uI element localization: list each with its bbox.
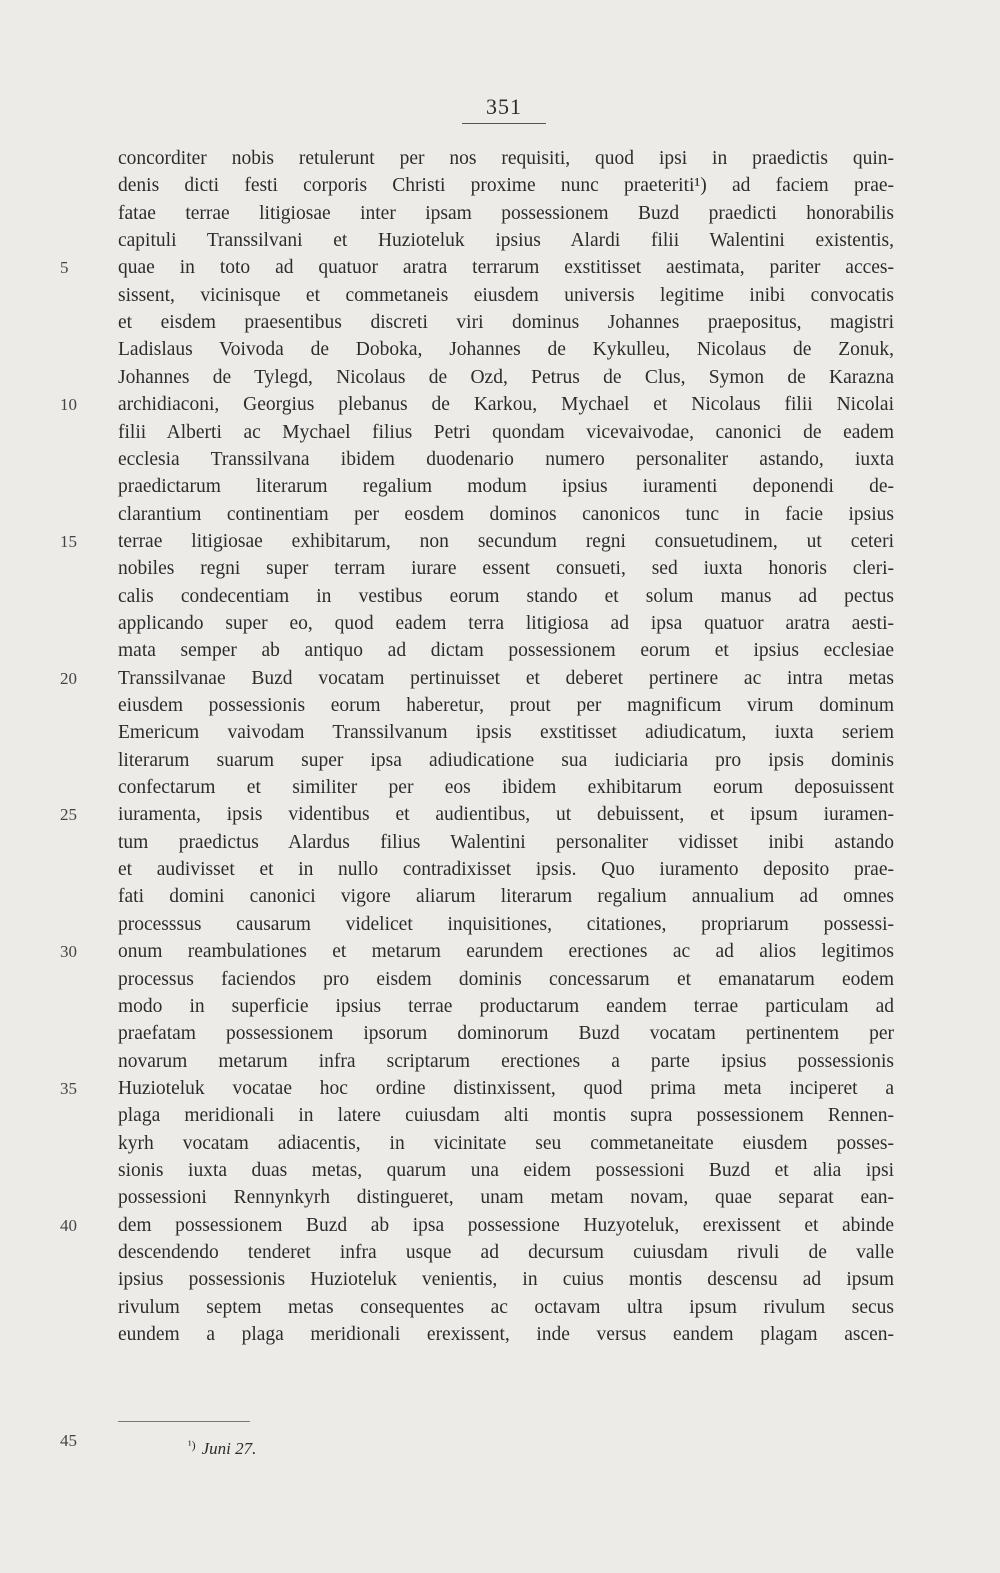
footnote-rule (118, 1421, 250, 1422)
text-line: literarum suarum super ipsa adiudicatione sua iudiciaria pro ipsis dominis (118, 749, 894, 771)
footnote-text: Juni 27. (201, 1439, 257, 1458)
line-number: 20 (60, 668, 77, 688)
text-line: iuramenta, ipsis videntibus et audientibus, ut debuissent, et ipsum iuramen- (118, 804, 894, 826)
text-line: rivulum septem metas consequentes ac octavam ultra ipsum rivulum secus (118, 1296, 894, 1318)
page-number: 351 (486, 94, 522, 119)
footnote (188, 1432, 256, 1462)
text-line: Ladislaus Voivoda de Doboka, Johannes de Kykulleu, Nicolaus de Zonuk, (118, 339, 894, 361)
page-number-rule (462, 123, 546, 124)
text-line: nobiles regni super terram iurare essent consueti, sed iuxta honoris cleri- (118, 558, 894, 580)
text-line: quae in toto ad quatuor aratra terrarum exstitisset aestimata, pariter acces- (118, 257, 894, 279)
line-number: 15 (60, 531, 77, 551)
text-line: fati domini canonici vigore aliarum literarum regalium annualium ad omnes (118, 886, 894, 908)
text-line: terrae litigiosae exhibitarum, non secundum regni consuetudinem, ut ceteri (118, 530, 894, 552)
text-line: confectarum et similiter per eos ibidem exhibitarum eorum deposuissent (118, 777, 894, 799)
text-line: capituli Transsilvani et Huzioteluk ipsius Alardi filii Walentini existentis, (118, 230, 894, 252)
text-line: dem possessionem Buzd ab ipsa possessione Huzyoteluk, erexissent et abinde (118, 1214, 894, 1236)
text-line: ipsius possessionis Huzioteluk venientis, in cuius montis descensu ad ipsum (118, 1269, 894, 1291)
text-line: ecclesia Transsilvana ibidem duodenario numero personaliter astando, iuxta (118, 448, 894, 470)
text-line: kyrh vocatam adiacentis, in vicinitate seu commetaneitate eiusdem posses- (118, 1132, 894, 1154)
text-line: descendendo tenderet infra usque ad decursum cuiusdam rivuli de valle (118, 1242, 894, 1263)
text-line: sionis iuxta duas metas, quarum una eidem possessioni Buzd et alia ipsi (118, 1159, 894, 1181)
text-line: possessioni Rennynkyrh distingueret, unam metam novam, quae separat ean- (118, 1187, 894, 1209)
line-number: 5 (60, 258, 69, 278)
text-line: applicando super eo, quod eadem terra litigiosa ad ipsa quatuor aratra aesti- (118, 612, 894, 634)
text-line: concorditer nobis retulerunt per nos requisiti, quod ipsi in praedictis quin- (118, 148, 894, 169)
line-number: 35 (60, 1078, 77, 1098)
line-number: 25 (60, 805, 77, 825)
text-line: tum praedictus Alardus filius Walentini personaliter vidisset inibi astando (118, 831, 894, 853)
text-line: fatae terrae litigiosae inter ipsam possessionem Buzd praedicti honorabilis (118, 202, 894, 224)
text-line: Transsilvanae Buzd vocatam pertinuisset et deberet pertinere ac intra metas (118, 667, 894, 689)
text-line: mata semper ab antiquo ad dictam possessionem eorum et ipsius ecclesiae (118, 640, 894, 662)
text-line: processus faciendos pro eisdem dominis concessarum et emanatarum eodem (118, 968, 894, 990)
text-line: onum reambulationes et metarum earundem erectiones ac ad alios legitimos (118, 941, 894, 963)
text-line: clarantium continentiam per eosdem dominos canonicos tunc in facie ipsius (118, 503, 894, 525)
text-line: Huzioteluk vocatae hoc ordine distinxissent, quod prima meta inciperet a (118, 1077, 894, 1099)
footnote-marker: ¹) (188, 1438, 196, 1452)
text-line: calis condecentiam in vestibus eorum stando et solum manus ad pectus (118, 585, 894, 607)
text-line: archidiaconi, Georgius plebanus de Karkou, Mychael et Nicolaus filii Nicolai (118, 394, 894, 416)
text-line: Emericum vaivodam Transsilvanum ipsis exstitisset adiudicatum, iuxta seriem (118, 722, 894, 744)
line-number: 10 (60, 395, 77, 415)
text-line: sissent, vicinisque et commetaneis eiusdem universis legitime inibi convocatis (118, 284, 894, 306)
text-line: eundem a plaga meridionali erexissent, inde versus eandem plagam ascen- (118, 1324, 894, 1346)
text-line: novarum metarum infra scriptarum erectiones a parte ipsius possessionis (118, 1050, 894, 1072)
text-line: et audivisset et in nullo contradixisset ipsis. Quo iuramento deposito prae- (118, 859, 894, 881)
line-number: 40 (60, 1215, 77, 1235)
text-line: et eisdem praesentibus discreti viri dominus Johannes praepositus, magistri (118, 312, 894, 334)
text-line: plaga meridionali in latere cuiusdam alti montis supra possessionem Rennen- (118, 1105, 894, 1127)
line-number: 45 (60, 1431, 77, 1450)
text-line: filii Alberti ac Mychael filius Petri quondam vicevaivodae, canonici de eadem (118, 421, 894, 443)
line-number: 30 (60, 942, 77, 962)
text-line: modo in superficie ipsius terrae productarum eandem terrae particulam ad (118, 995, 894, 1017)
text-line: eiusdem possessionis eorum haberetur, prout per magnificum virum dominum (118, 695, 894, 716)
text-line: praefatam possessionem ipsorum dominorum Buzd vocatam pertinentem per (118, 1023, 894, 1045)
text-line: denis dicti festi corporis Christi proxime nunc praeteriti¹) ad faciem prae- (118, 175, 894, 197)
text-line: processsus causarum videlicet inquisitiones, citationes, propriarum possessi- (118, 913, 894, 935)
text-line: Johannes de Tylegd, Nicolaus de Ozd, Petrus de Clus, Symon de Karazna (118, 366, 894, 388)
text-line: praedictarum literarum regalium modum ipsius iuramenti deponendi de- (118, 476, 894, 498)
